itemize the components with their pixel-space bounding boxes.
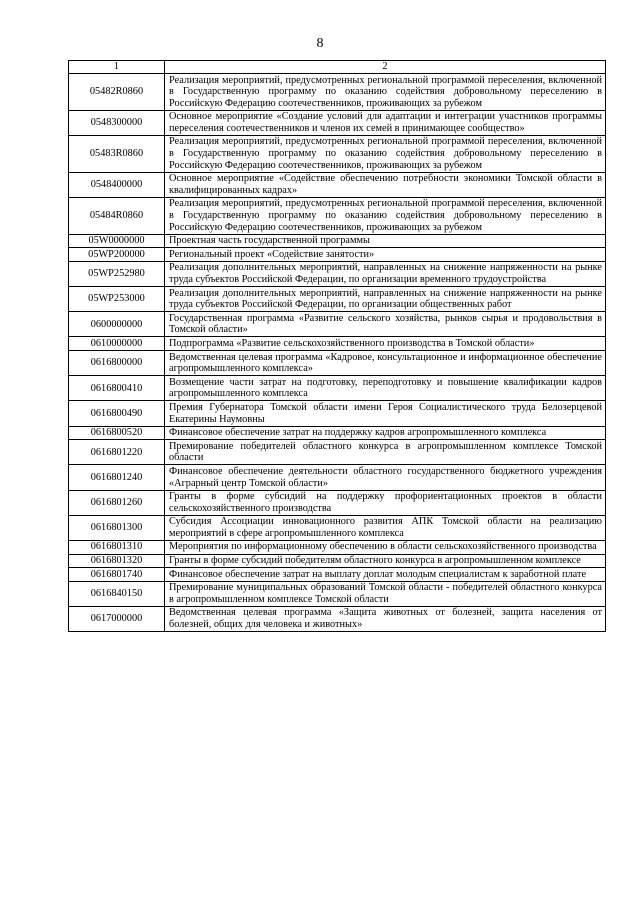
table-row xyxy=(69,568,606,582)
item-description: Реализация мероприятий, предусмотренных региональной программой переселения, включенной в Государственную программу по оказанию содействия добровольному переселению в Российскую Федерацию соотечественников, проживающих за рубежом xyxy=(165,74,606,111)
item-description: Финансовое обеспечение деятельности областного государственного бюджетного учреждения «Аграрный центр Томской области» xyxy=(165,465,606,490)
classification-code: 05WP200000 xyxy=(69,248,165,262)
item-description: Премирование муниципальных образований Томской области - победителей областного конкурса в агропромышленном комплексе Томской области xyxy=(165,581,606,606)
classification-code: 0616801220 xyxy=(69,440,165,465)
item-description: Субсидия Ассоциации инновационного развития АПК Томской области на реализацию мероприятий в сфере агропромышленного комплекса xyxy=(165,515,606,540)
table-row xyxy=(69,540,606,554)
classification-code: 0616801260 xyxy=(69,490,165,515)
item-description: Реализация мероприятий, предусмотренных региональной программой переселения, включенной в Государственную программу по оказанию содействия добровольному переселению в Российскую Федерацию соотечественников, проживающих за рубежом xyxy=(165,135,606,172)
classification-code: 05482R0860 xyxy=(69,74,165,111)
table-row xyxy=(69,515,606,540)
classification-code: 0616800410 xyxy=(69,376,165,401)
table-row xyxy=(69,490,606,515)
page-number: 8 xyxy=(316,36,324,51)
classification-code: 05WP253000 xyxy=(69,287,165,312)
classification-code: 0616840150 xyxy=(69,581,165,606)
item-description: Мероприятия по информационному обеспечению в области сельскохозяйственного производства xyxy=(165,540,606,554)
classification-code: 0548400000 xyxy=(69,172,165,197)
table-row xyxy=(69,376,606,401)
classification-code: 05483R0860 xyxy=(69,135,165,172)
item-description: Ведомственная целевая программа «Кадровое, консультационное и информационное обеспечение агропромышленного комплекса» xyxy=(165,351,606,376)
table-row xyxy=(69,554,606,568)
item-description: Подпрограмма «Развитие сельскохозяйственного производства в Томской области» xyxy=(165,337,606,351)
classification-code: 0610000000 xyxy=(69,337,165,351)
item-description: Премия Губернатора Томской области имени Героя Социалистического труда Белозерцевой Екатерины Наумовны xyxy=(165,401,606,426)
item-description: Государственная программа «Развитие сельского хозяйства, рынков сырья и продовольствия в Томской области» xyxy=(165,312,606,337)
item-description: Реализация дополнительных мероприятий, направленных на снижение напряженности на рынке труда субъектов Российской Федерации, по организации общественных работ xyxy=(165,287,606,312)
table-row xyxy=(69,606,606,631)
table-row xyxy=(69,197,606,234)
classification-code: 0616800520 xyxy=(69,426,165,440)
classification-code: 0616800490 xyxy=(69,401,165,426)
classification-code: 05W0000000 xyxy=(69,234,165,248)
budget-classification-table xyxy=(68,60,606,632)
table-row xyxy=(69,248,606,262)
item-description: Реализация мероприятий, предусмотренных региональной программой переселения, включенной в Государственную программу по оказанию содействия добровольному переселению в Российскую Федерацию соотечественников, проживающих за рубежом xyxy=(165,197,606,234)
item-description: Проектная часть государственной программы xyxy=(165,234,606,248)
item-description: Гранты в форме субсидий на поддержку профориентационных проектов в области сельскохозяйственного производства xyxy=(165,490,606,515)
classification-code: 0548300000 xyxy=(69,110,165,135)
item-description: Премирование победителей областного конкурса в агропромышленном комплексе Томской области xyxy=(165,440,606,465)
classification-code: 05WP252980 xyxy=(69,261,165,286)
item-description: Финансовое обеспечение затрат на поддержку кадров агропромышленного комплекса xyxy=(165,426,606,440)
classification-code: 0600000000 xyxy=(69,312,165,337)
item-description: Региональный проект «Содействие занятости» xyxy=(165,248,606,262)
table-row xyxy=(69,426,606,440)
item-description: Реализация дополнительных мероприятий, направленных на снижение напряженности на рынке труда субъектов Российской Федерации, по организации временного трудоустройства xyxy=(165,261,606,286)
column-header-code: 1 xyxy=(69,61,165,74)
table-row xyxy=(69,261,606,286)
classification-code: 0616801740 xyxy=(69,568,165,582)
table-row xyxy=(69,351,606,376)
item-description: Основное мероприятие «Создание условий для адаптации и интеграции участников программы переселения соотечественников и членов их семей в принимающее сообщество» xyxy=(165,110,606,135)
table-row xyxy=(69,135,606,172)
classification-code: 0616801320 xyxy=(69,554,165,568)
item-description: Возмещение части затрат на подготовку, переподготовку и повышение квалификации кадров агропромышленного комплекса xyxy=(165,376,606,401)
item-description: Основное мероприятие «Содействие обеспечению потребности экономики Томской области в квалифицированных кадрах» xyxy=(165,172,606,197)
table-row xyxy=(69,401,606,426)
table-row xyxy=(69,234,606,248)
table-row xyxy=(69,74,606,111)
table-row xyxy=(69,110,606,135)
classification-code: 0616801240 xyxy=(69,465,165,490)
table-row xyxy=(69,287,606,312)
table-row xyxy=(69,440,606,465)
column-header-name: 2 xyxy=(165,61,606,74)
item-description: Ведомственная целевая программа «Защита животных от болезней, защита населения от болезней, общих для человека и животных» xyxy=(165,606,606,631)
classification-code: 0617000000 xyxy=(69,606,165,631)
classification-code: 0616801300 xyxy=(69,515,165,540)
table-row xyxy=(69,172,606,197)
table-row xyxy=(69,465,606,490)
classification-code: 0616801310 xyxy=(69,540,165,554)
item-description: Финансовое обеспечение затрат на выплату доплат молодым специалистам к заработной плате xyxy=(165,568,606,582)
table-header-row xyxy=(69,61,606,74)
table-row xyxy=(69,312,606,337)
table-body xyxy=(69,61,606,632)
classification-code: 05484R0860 xyxy=(69,197,165,234)
classification-code: 0616800000 xyxy=(69,351,165,376)
item-description: Гранты в форме субсидий победителям областного конкурса в агропромышленном комплексе xyxy=(165,554,606,568)
table-row xyxy=(69,337,606,351)
table-row xyxy=(69,581,606,606)
